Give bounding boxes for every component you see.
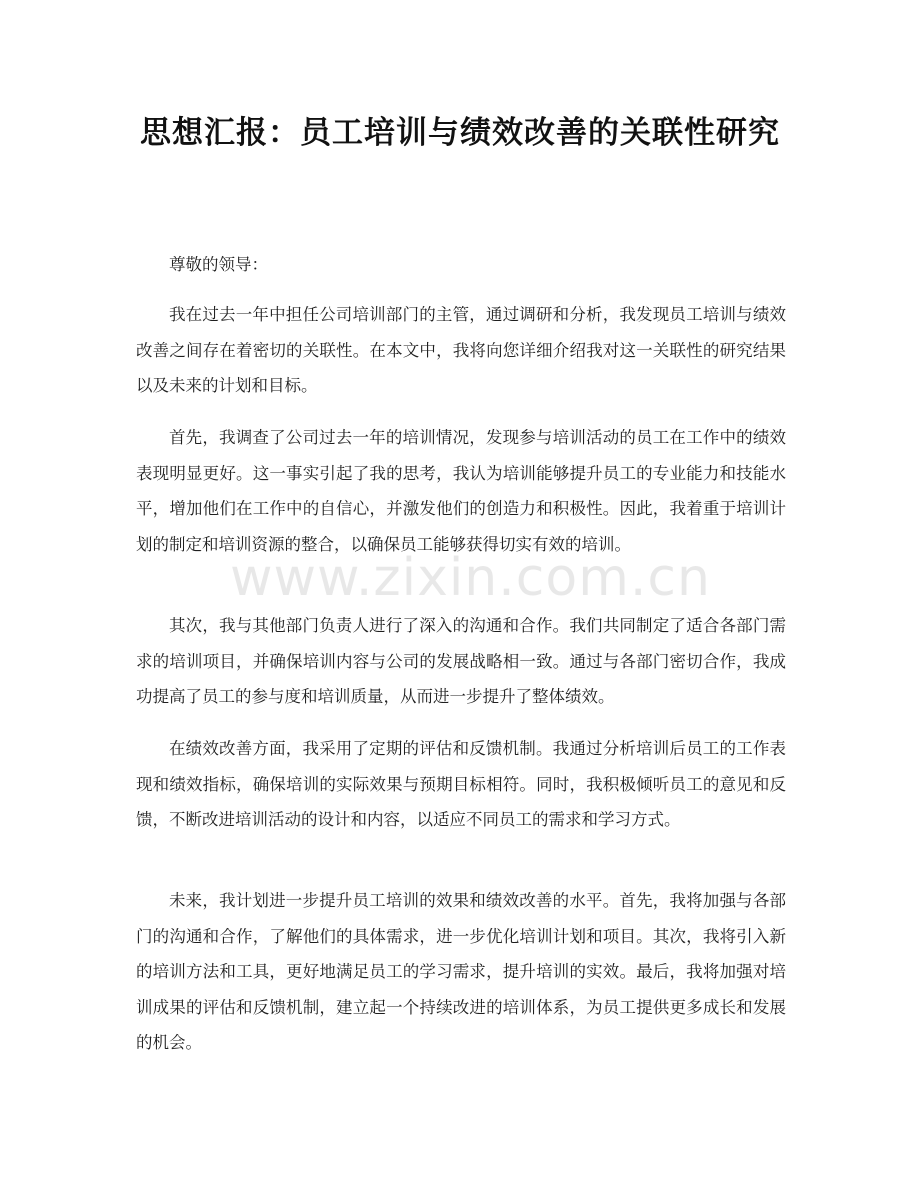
paragraph-3: 其次，我与其他部门负责人进行了深入的沟通和合作。我们共同制定了适合各部门需求的培训项目，并确保培训内容与公司的发展战略相一致。通过与各部门密切合作，我成功提高了员工的参与度和培训质量，从而进一步提升了整体绩效。 — [136, 616, 786, 706]
paragraph-4: 在绩效改善方面，我采用了定期的评估和反馈机制。我通过分析培训后员工的工作表现和绩效指标，确保培训的实际效果与预期目标相符。同时，我积极倾听员工的意见和反馈，不断改进培训活动的设计和内容，以适应不同员工的需求和学习方式。 — [136, 739, 786, 829]
paragraph-5: 未来，我计划进一步提升员工培训的效果和绩效改善的水平。首先，我将加强与各部门的沟通和合作，了解他们的具体需求，进一步优化培训计划和项目。其次，我将引入新的培训方法和工具，更好地满足员工的学习需求，提升培训的实效。最后，我将加强对培训成果的评估和反馈机制，建立起一个持续改进的培训体系，为员工提供更多成长和发展的机会。 — [136, 891, 786, 1052]
document-title: 思想汇报：员工培训与绩效改善的关联性研究 — [140, 115, 780, 151]
greeting: 尊敬的领导： — [169, 255, 268, 274]
paragraph-1: 我在过去一年中担任公司培训部门的主管，通过调研和分析，我发现员工培训与绩效改善之间存在着密切的关联性。在本文中，我将向您详细介绍我对这一关联性的研究结果以及未来的计划和目标。 — [136, 305, 786, 395]
watermark-text: www.zixin.com.cn — [230, 548, 711, 608]
paragraph-2: 首先，我调查了公司过去一年的培训情况，发现参与培训活动的员工在工作中的绩效表现明显更好。这一事实引起了我的思考，我认为培训能够提升员工的专业能力和技能水平，增加他们在工作中的自信心，并激发他们的创造力和积极性。因此，我着重于培训计划的制定和培训资源的整合，以确保员工能够获得切实有效的培训。 — [136, 428, 786, 554]
